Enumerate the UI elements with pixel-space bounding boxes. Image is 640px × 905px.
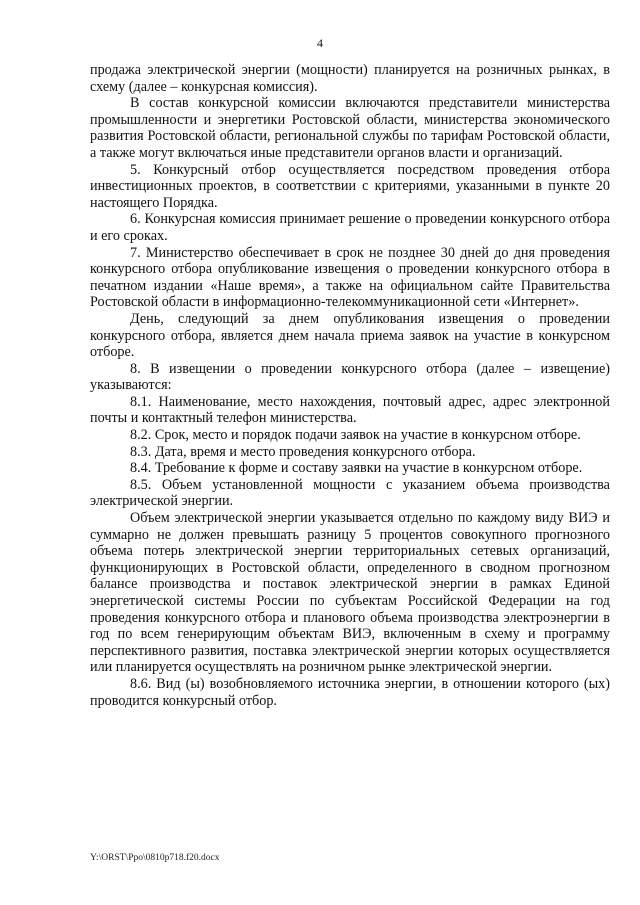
paragraph-continuation: продажа электрической энергии (мощности) планируется на розничных рынках, в схему (далее – конкурсная комиссия). [90,62,610,95]
paragraph-energy-volume: Объем электрической энергии указывается отдельно по каждому виду ВИЭ и суммарно не должен превышать разницу 5 процентов совокупного прогнозного объема потерь электрической энергии территориальных сетевых организаций, функционирующих в Ростовской области, определенного в сводном прогнозном балансе производства и поставок электрической энергии в рамках Единой энергетической системы России по субъектам Российской Федерации на год проведения конкурсного отбора и планового объема производства электроэнергии в год по всем генерирующим объектам ВИЭ, включенным в схему и программу перспективного развития, поставка электрической энергии которых осуществляется или планируется осуществлять на розничном рынке электрической энергии. [90,510,610,676]
paragraph-item-8-4: 8.4. Требование к форме и составу заявки на участие в конкурсном отборе. [130,460,583,477]
paragraph-item-8-5: 8.5. Объем установленной мощности с указанием объема производства электрической энергии. [90,476,610,510]
paragraph-item-8-3: 8.3. Дата, время и место проведения конкурсного отбора. [130,443,476,460]
paragraph-item-8: 8. В извещении о проведении конкурсного отбора (далее – извещение) указываются: [90,360,610,394]
paragraph-item-5: 5. Конкурсный отбор осуществляется посредством проведения отбора инвестиционных проектов, в соответствии с критериями, указанными в пункте 20 настоящего Порядка. [90,161,610,211]
paragraph-item-8-1: 8.1. Наименование, место нахождения, почтовый адрес, адрес электронной почты и контактный телефон министерства. [90,393,610,427]
paragraph-application-start: День, следующий за днем опубликования извещения о проведении конкурсного отбора, является днем начала приема заявок на участие в конкурсном отборе. [90,310,610,361]
paragraph-item-8-6: 8.6. Вид (ы) возобновляемого источника энергии, в отношении которого (ых) проводится конкурсный отбор. [90,675,610,709]
document-body [90,62,610,709]
paragraph-commission-composition: В состав конкурсной комиссии включаются представители министерства промышленности и энергетики Ростовской области, министерства экономического развития Ростовской области, региональной службы по тарифам Ростовской области, а также могут включаться иные представители органов власти и организаций. [90,95,610,161]
footer-file-path: Y:\ORST\Ppo\0810p718.f20.docx [90,853,220,863]
paragraph-item-6: 6. Конкурсная комиссия принимает решение о проведении конкурсного отбора и его сроках. [90,211,610,244]
page-number: 4 [317,36,323,50]
paragraph-item-8-2: 8.2. Срок, место и порядок подачи заявок на участие в конкурсном отборе. [130,427,581,444]
paragraph-item-7: 7. Министерство обеспечивает в срок не позднее 30 дней до дня проведения конкурсного отбора опубликование извещения о проведении конкурсного отбора в печатном издании «Наше время», а также на официальном сайте Правительства Ростовской области в информационно-телекоммуникационной сети «Интернет». [90,244,610,311]
